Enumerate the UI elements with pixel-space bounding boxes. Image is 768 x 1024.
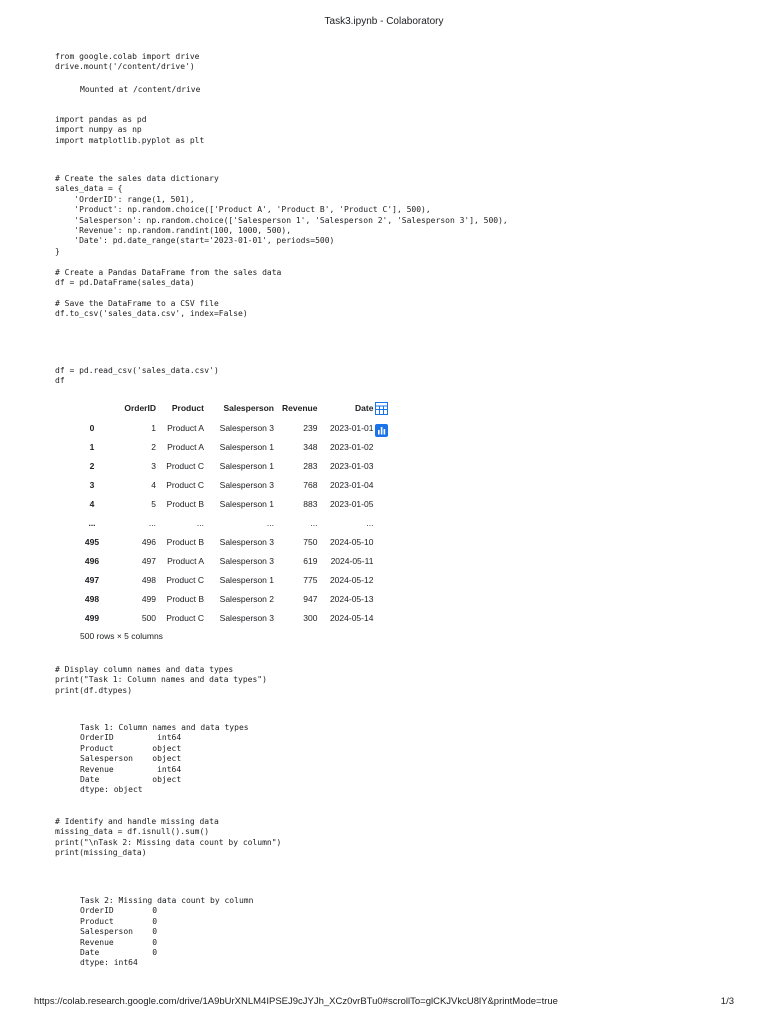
- table-cell: 500: [141, 612, 156, 623]
- table-row: [80, 589, 377, 608]
- output-dtypes: Task 1: Column names and data types OrderID int64 Product object Salesperson object Revenue int64 Date object dtype: object: [80, 723, 249, 795]
- column-header: Date: [355, 403, 374, 413]
- table-cell: 775: [303, 574, 318, 585]
- table-row: [80, 437, 377, 456]
- table-cell: Salesperson 3: [219, 479, 274, 490]
- table-cell: Salesperson 3: [219, 555, 274, 566]
- bar-chart-icon[interactable]: [375, 424, 388, 437]
- page-number: 1/3: [720, 996, 734, 1007]
- table-cell: 283: [303, 460, 318, 471]
- table-cell: 750: [303, 536, 318, 547]
- page-title: Task3.ipynb - Colaboratory: [324, 16, 444, 27]
- row-index: 4: [89, 498, 95, 509]
- table-row: [80, 532, 377, 551]
- table-cell: 2023-01-05: [329, 498, 374, 509]
- code-cell-read-csv[interactable]: df = pd.read_csv('sales_data.csv') df: [55, 366, 219, 386]
- dataframe-header-row: [80, 398, 377, 418]
- code-cell-imports[interactable]: import pandas as pd import numpy as np import matplotlib.pyplot as plt: [55, 115, 205, 145]
- page-url: https://colab.research.google.com/drive/1A9bUrXNLM4IPSEJ9cJYJh_XCz0vrBTu0#scrollTo=glCKJVkcU8lY&printMode=true: [34, 996, 558, 1007]
- table-row: [80, 494, 377, 513]
- row-index: 495: [84, 536, 100, 547]
- table-cell: 5: [151, 498, 156, 509]
- row-index: 1: [89, 441, 95, 452]
- table-cell: Salesperson 1: [219, 498, 274, 509]
- table-row: [80, 570, 377, 589]
- table-cell: Salesperson 3: [219, 612, 274, 623]
- table-cell: 348: [303, 441, 318, 452]
- column-header: OrderID: [124, 403, 156, 413]
- dataframe-shape-note: 500 rows × 5 columns: [80, 631, 163, 641]
- row-index: 498: [84, 593, 100, 604]
- table-cell: Product C: [166, 574, 204, 585]
- table-cell: 768: [303, 479, 318, 490]
- code-cell-create-data[interactable]: # Create the sales data dictionary sales_data = { 'OrderID': range(1, 501), 'Product': np.random.choice(['Product A', 'Product B', 'Product C'], 500), 'Salesperson': np.random.choice(['Salesperson 1', 'Salesperson 2', 'Salesperson 3'], 500), 'Revenue': np.random.randint(100, 1000, 500), 'Date': pd.date_range(start='2023-01-01', periods=500) } # Create a Pandas DataFrame from the sales data df = pd.DataFrame(sales_data) # Save the DataFrame to a CSV file df.to_csv('sales_data.csv', index=False): [55, 174, 508, 319]
- code-cell-missing-data[interactable]: # Identify and handle missing data missing_data = df.isnull().sum() print("\nTask 2: Missing data count by column") print(missing_data): [55, 817, 282, 858]
- table-cell: Product A: [167, 422, 204, 433]
- row-index: ...: [88, 517, 96, 528]
- table-cell: 2023-01-01: [329, 422, 374, 433]
- table-cell: ...: [196, 517, 204, 528]
- table-cell: Salesperson 2: [219, 593, 274, 604]
- table-cell: 3: [151, 460, 156, 471]
- row-index: 3: [89, 479, 95, 490]
- table-cell: 2023-01-02: [329, 441, 374, 452]
- table-cell: 2024-05-10: [329, 536, 374, 547]
- column-header: Salesperson: [223, 403, 274, 413]
- table-cell: ...: [310, 517, 318, 528]
- table-cell: Product B: [166, 498, 204, 509]
- table-cell: 496: [141, 536, 156, 547]
- table-cell: 619: [303, 555, 318, 566]
- table-cell: 2024-05-11: [330, 555, 374, 566]
- table-row: [80, 456, 377, 475]
- table-cell: 4: [151, 479, 156, 490]
- table-row: [80, 551, 377, 570]
- table-cell: Product A: [167, 555, 204, 566]
- row-index: 497: [84, 574, 100, 585]
- output-drive-mount: Mounted at /content/drive: [80, 85, 201, 94]
- dataframe-table: [80, 398, 377, 627]
- table-cell: ...: [266, 517, 274, 528]
- table-cell: Salesperson 3: [219, 536, 274, 547]
- table-cell: 2024-05-13: [329, 593, 374, 604]
- table-cell: Salesperson 3: [219, 422, 274, 433]
- table-cell: 2024-05-12: [329, 574, 374, 585]
- table-cell: 497: [141, 555, 156, 566]
- table-cell: Product C: [166, 612, 204, 623]
- table-row: [80, 513, 377, 532]
- table-cell: Salesperson 1: [219, 460, 274, 471]
- table-cell: Salesperson 1: [219, 441, 274, 452]
- table-cell: 2024-05-14: [329, 612, 374, 623]
- table-cell: 883: [303, 498, 318, 509]
- output-missing-data: Task 2: Missing data count by column OrderID 0 Product 0 Salesperson 0 Revenue 0 Date 0 dtype: int64: [80, 896, 254, 968]
- table-cell: Product B: [166, 536, 204, 547]
- table-cell: 2023-01-03: [329, 460, 374, 471]
- table-cell: 947: [303, 593, 318, 604]
- table-cell: 2023-01-04: [329, 479, 374, 490]
- row-index: 2: [89, 460, 95, 471]
- table-cell: Product C: [166, 460, 204, 471]
- table-cell: 2: [151, 441, 156, 452]
- table-row: [80, 608, 377, 627]
- column-header: Revenue: [282, 403, 318, 413]
- table-cell: 498: [141, 574, 156, 585]
- row-index: 0: [89, 422, 95, 433]
- table-cell: Product C: [166, 479, 204, 490]
- table-cell: Salesperson 1: [219, 574, 274, 585]
- table-row: [80, 475, 377, 494]
- table-cell: 239: [303, 422, 318, 433]
- table-cell: 499: [141, 593, 156, 604]
- table-cell: Product A: [167, 441, 204, 452]
- index-header: [80, 398, 118, 418]
- row-index: 496: [84, 555, 100, 566]
- table-grid-icon[interactable]: [375, 402, 388, 415]
- table-row: [80, 418, 377, 437]
- column-header: Product: [171, 403, 204, 413]
- table-cell: 300: [303, 612, 318, 623]
- table-cell: 1: [151, 422, 156, 433]
- table-cell: ...: [148, 517, 156, 528]
- code-cell-drive-mount[interactable]: from google.colab import drive drive.mount('/content/drive'): [55, 52, 200, 72]
- table-cell: Product B: [166, 593, 204, 604]
- row-index: 499: [84, 612, 100, 623]
- table-cell: ...: [366, 517, 374, 528]
- code-cell-dtypes[interactable]: # Display column names and data types print("Task 1: Column names and data types") print(df.dtypes): [55, 665, 267, 695]
